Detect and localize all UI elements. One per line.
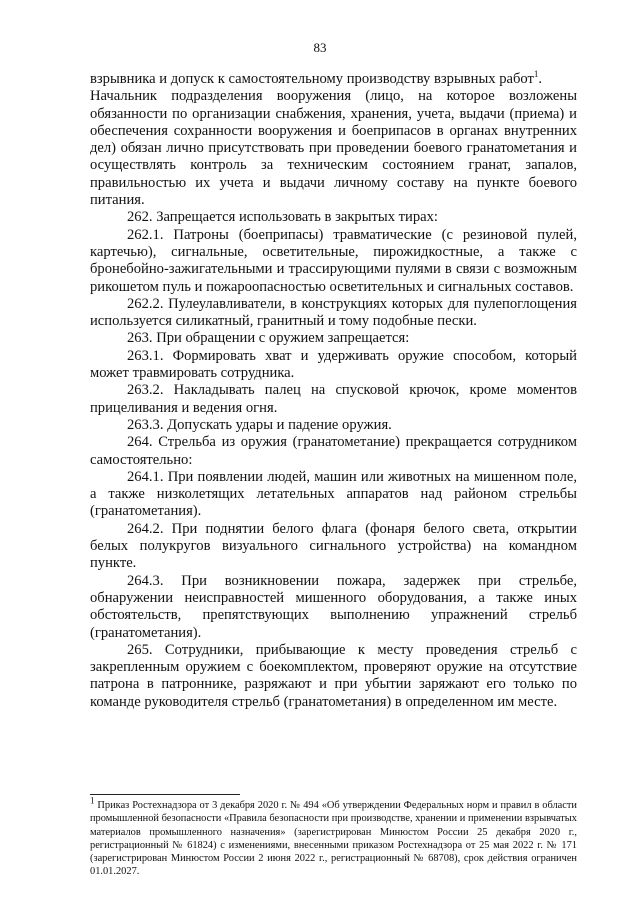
paragraph-264-3: 264.3. При возникновении пожара, задержек при стрельбе, обнаружении неисправностей мишенного оборудования, а также иных обстоятельств, препятствующих выполнению упражнений стрельб (гранатометания). xyxy=(90,572,577,641)
paragraph-264: 264. Стрельба из оружия (гранатометание) прекращается сотрудником самостоятельно: xyxy=(90,434,577,468)
body-text xyxy=(90,71,577,711)
paragraph-262: 262. Запрещается использовать в закрытых тирах: xyxy=(127,209,438,226)
paragraph-262-2: 262.2. Пулеулавливатели, в конструкциях которых для пулепоглощения используется силикатный, гранитный и тому подобные пески. xyxy=(90,295,577,330)
paragraph xyxy=(90,71,577,88)
paragraph: Начальник подразделения вооружения (лицо, на которое возложены обязанности по организации снабжения, хранения, учета, выдачи (приема) и обеспечения сохранности вооружения и боеприпасов в органах внутренних дел) обязан лично присутствовать при проведении боевого гранатометания и осуществлять контроль за техническим состоянием гранат, запалов, правильностью их учета и выдачи личному составу на пункте боевого питания. xyxy=(90,88,577,209)
footnote-paragraph xyxy=(90,795,577,879)
page-number: 83 xyxy=(313,40,327,55)
paragraph-text: взрывника и допуск к самостоятельному производству взрывных работ xyxy=(90,71,534,87)
paragraph-264-1: 264.1. При появлении людей, машин или животных на мишенном поле, а также низколетящих летательных аппаратов над районом стрельбы (гранатометания). xyxy=(90,468,577,520)
footnote-marker: 1 xyxy=(90,795,95,806)
footnote-text: Приказ Ростехнадзора от 3 декабря 2020 г. № 494 «Об утверждении Федеральных норм и правил в области промышленной безопасности «Правила безопасности при производстве, хранении и применении взрывчатых материалов промышленного назначения» (зарегистрирован Минюстом России 25 декабря 2020 г., регистрационный № 61824) с изменениями, внесенными приказом Ростехнадзора от 25 мая 2022 г. № 171 (зарегистрирован Минюстом России 2 июня 2022 г., регистрационный № 68708), срок действия ограничен 01.01.2027. xyxy=(90,800,577,878)
paragraph-263: 263. При обращении с оружием запрещается: xyxy=(127,330,410,347)
paragraph-263-3: 263.3. Допускать удары и падение оружия. xyxy=(127,416,392,433)
footnote xyxy=(90,795,577,879)
paragraph-262-1: 262.1. Патроны (боеприпасы) травматические (с резиновой пулей, картечью), сигнальные, осветительные, пирожидкостные, а также с бронебойно-зажигательными и трассирующими пулями в связи с возможным рикошетом пуль и пожароопасностью осветительных и сигнальных составов. xyxy=(90,226,577,295)
paragraph-264-2: 264.2. При поднятии белого флага (фонаря белого света, открытии белых полукругов визуального сигнального устройства) на командном пункте. xyxy=(90,520,577,572)
paragraph-tail: . xyxy=(538,71,543,87)
footnote-reference[interactable]: 1 xyxy=(533,69,539,80)
footnote-divider xyxy=(90,794,240,795)
paragraph-263-1: 263.1. Формировать хват и удерживать оружие способом, который может травмировать сотрудника. xyxy=(90,347,577,382)
paragraph-265: 265. Сотрудники, прибывающие к месту проведения стрельб с закрепленным оружием с боекомплектом, проверяют оружие на отсутствие патрона в патроннике, разряжают и при убытии заряжают его только по команде руководителя стрельб (гранатометания) в определенном им месте. xyxy=(90,641,577,710)
paragraph-263-2: 263.2. Накладывать палец на спусковой крючок, кроме моментов прицеливания и ведения огня. xyxy=(90,382,577,416)
